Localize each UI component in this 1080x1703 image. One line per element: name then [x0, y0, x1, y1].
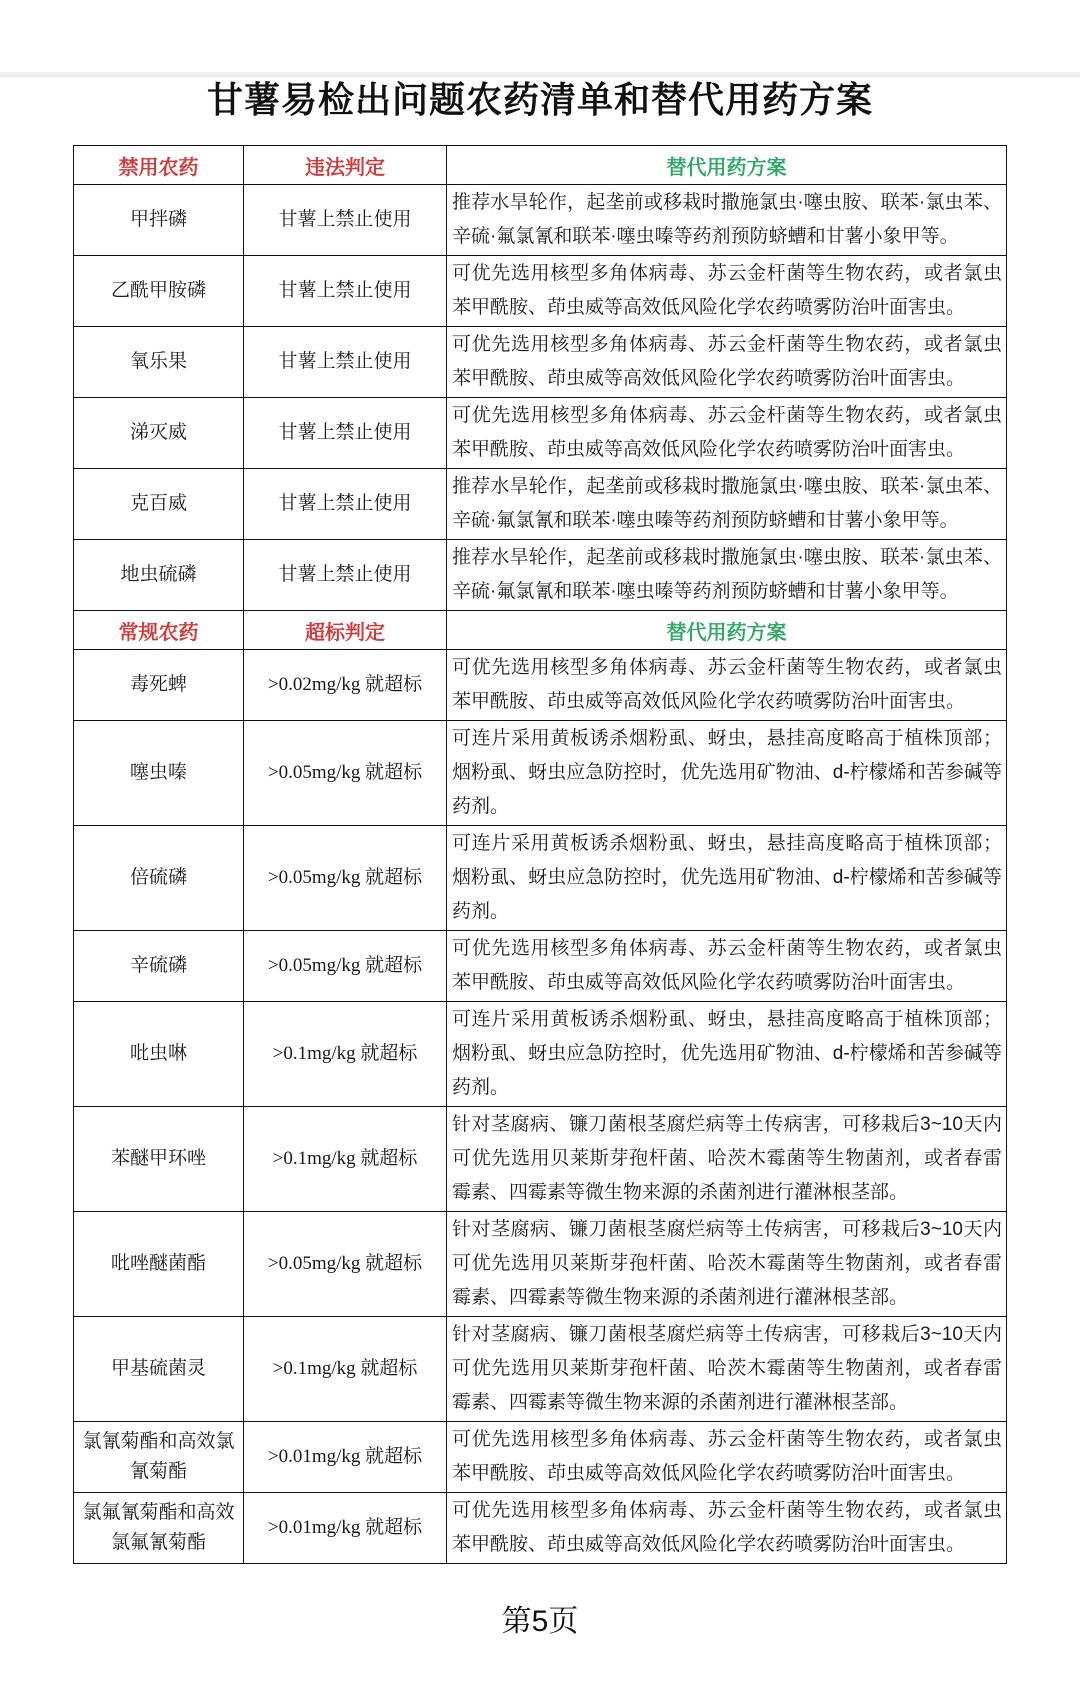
- table-row: [74, 650, 1007, 721]
- pesticide-name-cell: 克百威: [74, 469, 244, 540]
- judgement-cell: 甘薯上禁止使用: [244, 185, 447, 256]
- column-header: 替代用药方案: [447, 146, 1007, 185]
- table-row: [74, 1002, 1007, 1107]
- judgement-cell: 甘薯上禁止使用: [244, 469, 447, 540]
- table-row: [74, 1317, 1007, 1422]
- page-title: 甘薯易检出问题农药清单和替代用药方案: [206, 79, 873, 120]
- table-row: [74, 185, 1007, 256]
- column-header: 常规农药: [74, 611, 244, 650]
- table-row: [74, 1493, 1007, 1564]
- judgement-cell: 甘薯上禁止使用: [244, 398, 447, 469]
- pesticide-name-cell: 甲拌磷: [74, 185, 244, 256]
- pesticide-name-cell: 乙酰甲胺磷: [74, 256, 244, 327]
- alternative-plan-cell: 可优先选用核型多角体病毒、苏云金杆菌等生物农药，或者氯虫苯甲酰胺、茚虫威等高效低风险化学农药喷雾防治叶面害虫。: [447, 650, 1007, 721]
- table-row: [74, 327, 1007, 398]
- pesticide-name-cell: 吡唑醚菌酯: [74, 1212, 244, 1317]
- judgement-cell: >0.1mg/kg 就超标: [244, 1317, 447, 1422]
- pesticide-name-cell: 苯醚甲环唑: [74, 1107, 244, 1212]
- alternative-plan-cell: 推荐水旱轮作，起垄前或移栽时撒施氯虫·噻虫胺、联苯·氯虫苯、辛硫·氟氯氰和联苯·噻虫嗪等药剂预防蛴螬和甘薯小象甲等。: [447, 540, 1007, 611]
- alternative-plan-cell: 可优先选用核型多角体病毒、苏云金杆菌等生物农药，或者氯虫苯甲酰胺、茚虫威等高效低风险化学农药喷雾防治叶面害虫。: [447, 256, 1007, 327]
- alternative-plan-cell: 可优先选用核型多角体病毒、苏云金杆菌等生物农药，或者氯虫苯甲酰胺、茚虫威等高效低风险化学农药喷雾防治叶面害虫。: [447, 398, 1007, 469]
- window-edge-strip: [0, 72, 1080, 77]
- pesticide-name-cell: 涕灭威: [74, 398, 244, 469]
- pesticide-name-cell: 氯氰菊酯和高效氯氰菊酯: [74, 1422, 244, 1493]
- pesticide-name-cell: 甲基硫菌灵: [74, 1317, 244, 1422]
- pesticide-name-cell: 辛硫磷: [74, 931, 244, 1002]
- alternative-plan-cell: 针对茎腐病、镰刀菌根茎腐烂病等土传病害，可移栽后3~10天内可优先选用贝莱斯芽孢杆菌、哈茨木霉菌等生物菌剂，或者春雷霉素、四霉素等微生物来源的杀菌剂进行灌淋根茎部。: [447, 1212, 1007, 1317]
- pesticide-name-cell: 倍硫磷: [74, 826, 244, 931]
- alternative-plan-cell: 可优先选用核型多角体病毒、苏云金杆菌等生物农药，或者氯虫苯甲酰胺、茚虫威等高效低风险化学农药喷雾防治叶面害虫。: [447, 1422, 1007, 1493]
- alternative-plan-cell: 可连片采用黄板诱杀烟粉虱、蚜虫，悬挂高度略高于植株顶部；烟粉虱、蚜虫应急防控时，优先选用矿物油、d-柠檬烯和苦参碱等药剂。: [447, 721, 1007, 826]
- table-row: [74, 1212, 1007, 1317]
- column-header: 替代用药方案: [447, 611, 1007, 650]
- column-header: 超标判定: [244, 611, 447, 650]
- judgement-cell: 甘薯上禁止使用: [244, 256, 447, 327]
- table-row: [74, 931, 1007, 1002]
- alternative-plan-cell: 推荐水旱轮作，起垄前或移栽时撒施氯虫·噻虫胺、联苯·氯虫苯、辛硫·氟氯氰和联苯·噻虫嗪等药剂预防蛴螬和甘薯小象甲等。: [447, 185, 1007, 256]
- column-header: 禁用农药: [74, 146, 244, 185]
- judgement-cell: >0.1mg/kg 就超标: [244, 1107, 447, 1212]
- section-header-row: [74, 146, 1007, 185]
- pesticide-name-cell: 氯氟氰菊酯和高效氯氟氰菊酯: [74, 1493, 244, 1564]
- judgement-cell: >0.05mg/kg 就超标: [244, 931, 447, 1002]
- alternative-plan-cell: 可连片采用黄板诱杀烟粉虱、蚜虫，悬挂高度略高于植株顶部；烟粉虱、蚜虫应急防控时，优先选用矿物油、d-柠檬烯和苦参碱等药剂。: [447, 1002, 1007, 1107]
- pesticide-table: [73, 145, 1007, 1564]
- table-row: [74, 540, 1007, 611]
- judgement-cell: 甘薯上禁止使用: [244, 540, 447, 611]
- alternative-plan-cell: 可优先选用核型多角体病毒、苏云金杆菌等生物农药，或者氯虫苯甲酰胺、茚虫威等高效低风险化学农药喷雾防治叶面害虫。: [447, 327, 1007, 398]
- pesticide-name-cell: 噻虫嗪: [74, 721, 244, 826]
- judgement-cell: >0.05mg/kg 就超标: [244, 826, 447, 931]
- table-row: [74, 398, 1007, 469]
- judgement-cell: >0.05mg/kg 就超标: [244, 721, 447, 826]
- judgement-cell: >0.02mg/kg 就超标: [244, 650, 447, 721]
- table-row: [74, 1422, 1007, 1493]
- pesticide-name-cell: 地虫硫磷: [74, 540, 244, 611]
- column-header: 违法判定: [244, 146, 447, 185]
- judgement-cell: >0.1mg/kg 就超标: [244, 1002, 447, 1107]
- pesticide-name-cell: 吡虫啉: [74, 1002, 244, 1107]
- table-row: [74, 469, 1007, 540]
- judgement-cell: >0.01mg/kg 就超标: [244, 1422, 447, 1493]
- alternative-plan-cell: 可优先选用核型多角体病毒、苏云金杆菌等生物农药，或者氯虫苯甲酰胺、茚虫威等高效低风险化学农药喷雾防治叶面害虫。: [447, 1493, 1007, 1564]
- table-row: [74, 256, 1007, 327]
- pesticide-name-cell: 氧乐果: [74, 327, 244, 398]
- judgement-cell: 甘薯上禁止使用: [244, 327, 447, 398]
- judgement-cell: >0.01mg/kg 就超标: [244, 1493, 447, 1564]
- alternative-plan-cell: 针对茎腐病、镰刀菌根茎腐烂病等土传病害，可移栽后3~10天内可优先选用贝莱斯芽孢杆菌、哈茨木霉菌等生物菌剂，或者春雷霉素、四霉素等微生物来源的杀菌剂进行灌淋根茎部。: [447, 1107, 1007, 1212]
- page-number: 第5页: [501, 1605, 579, 1638]
- table-row: [74, 826, 1007, 931]
- alternative-plan-cell: 可连片采用黄板诱杀烟粉虱、蚜虫，悬挂高度略高于植株顶部；烟粉虱、蚜虫应急防控时，优先选用矿物油、d-柠檬烯和苦参碱等药剂。: [447, 826, 1007, 931]
- section-header-row: [74, 611, 1007, 650]
- pesticide-name-cell: 毒死蜱: [74, 650, 244, 721]
- alternative-plan-cell: 推荐水旱轮作，起垄前或移栽时撒施氯虫·噻虫胺、联苯·氯虫苯、辛硫·氟氯氰和联苯·噻虫嗪等药剂预防蛴螬和甘薯小象甲等。: [447, 469, 1007, 540]
- table-row: [74, 721, 1007, 826]
- table-row: [74, 1107, 1007, 1212]
- alternative-plan-cell: 可优先选用核型多角体病毒、苏云金杆菌等生物农药，或者氯虫苯甲酰胺、茚虫威等高效低风险化学农药喷雾防治叶面害虫。: [447, 931, 1007, 1002]
- judgement-cell: >0.05mg/kg 就超标: [244, 1212, 447, 1317]
- alternative-plan-cell: 针对茎腐病、镰刀菌根茎腐烂病等土传病害，可移栽后3~10天内可优先选用贝莱斯芽孢杆菌、哈茨木霉菌等生物菌剂，或者春雷霉素、四霉素等微生物来源的杀菌剂进行灌淋根茎部。: [447, 1317, 1007, 1422]
